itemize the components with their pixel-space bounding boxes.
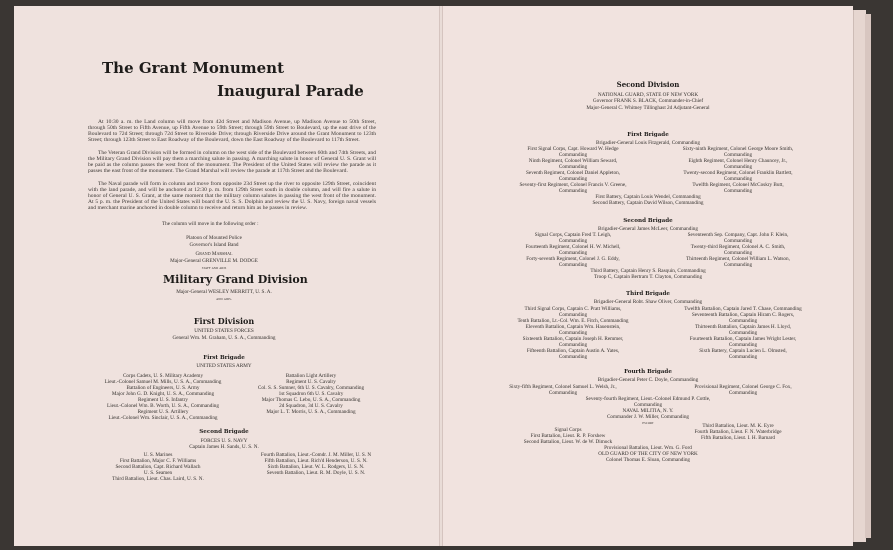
- b1-left-item: Commanding: [558, 164, 588, 170]
- b3-right-item: Seventeenth Battalion, Captain Hiram C. Rogers,: [691, 312, 795, 318]
- b2-right-item: Commanding: [723, 250, 753, 256]
- fb-right-item: Major Thomas C. Lebo, U. S. A., Commanding: [261, 397, 361, 403]
- b1-right-item: Twelfth Regiment, Colonel McCoskry Butt,: [692, 182, 784, 188]
- sb-right-item: Fifth Battalion, Lieut. Rich'd Henderson, U. S. N.: [264, 458, 368, 464]
- b3-right-item: Sixth Battery, Captain Lucien L. Olmsted,: [699, 348, 787, 354]
- naval-militia-title: NAVAL MILITIA, N. Y.: [622, 408, 674, 414]
- b3-left-item: Commanding: [558, 342, 588, 348]
- fb-left-item: Lieut.-Colonel Wm. Sinclair, U. S. A., Commanding: [108, 415, 218, 421]
- b1-left-item: Seventy-first Regiment, Colonel Francis V. Greene,: [519, 182, 627, 188]
- fb-right-item: Major L. T. Morris, U. S. A., Commanding: [266, 409, 356, 415]
- b1-title: First Brigade: [627, 132, 669, 138]
- b3-right-item: Commanding: [728, 318, 758, 324]
- military-division-title: Military Grand Division: [163, 273, 308, 286]
- second-brigade-title: Second Brigade: [199, 429, 249, 435]
- fb-left-item: Regiment U. S. Infantry: [138, 397, 188, 403]
- first-brigade-sub: UNITED STATES ARMY: [196, 363, 252, 369]
- title-line-1: The Grant Monument: [102, 59, 284, 77]
- sb-left-item: Second Battalion, Capt. Richard Wallach: [115, 464, 201, 470]
- b4-right-item: Commanding: [728, 390, 758, 396]
- b1-commander: Brigadier-General Louis Fitzgerald, Commanding: [596, 140, 700, 146]
- second-division-title: Second Division: [616, 80, 680, 89]
- marshal-label: Grand Marshal: [195, 251, 233, 257]
- b3-right-item: Twelfth Battalion, Captain Jared T. Chase, Commanding: [684, 306, 802, 312]
- b2-right-item: Commanding: [723, 238, 753, 244]
- nm-left-item: Second Battalion, Lieut. W. de W. Dimock: [523, 439, 613, 445]
- b3-left-item: Fifteenth Battalion, Captain Austin A. Yates,: [526, 348, 620, 354]
- fb-left-item: Lieut.-Colonel Wm. B. Worth, U. S. A., Commanding: [107, 403, 219, 409]
- first-division-commander: General Wm. M. Graham, U. S. A., Commanding: [172, 335, 276, 341]
- fb-left-item: Regiment U. S. Artillery: [137, 409, 189, 415]
- order-intro: The column will move in the following order :: [162, 221, 259, 227]
- b3-title: Third Brigade: [626, 291, 670, 297]
- b2-right-item: Commanding: [723, 262, 753, 268]
- nm-right-item: Third Battalion, Lieut. M. K. Eyre: [702, 423, 774, 429]
- second-division-governor: Governor FRANK S. BLACK, Commander-in-Chief: [592, 98, 704, 104]
- left-page: [14, 6, 439, 546]
- right-page: [443, 6, 853, 546]
- first-division-title: First Division: [193, 316, 255, 326]
- nm-right-item: Fifth Battalion, Lieut. I. H. Barnard: [701, 435, 775, 441]
- b1-left-item: Commanding: [558, 176, 588, 182]
- naval-militia-commander: Commander J. W. Miller, Commanding: [606, 414, 690, 420]
- b4-line-2: Commanding: [633, 402, 663, 408]
- b3-right-item: Commanding: [728, 342, 758, 348]
- marshal-name: Major-General GRENVILLE M. DODGE: [170, 258, 258, 264]
- nm-left-item: First Battalion, Lieut. R. P. Forshew: [530, 433, 606, 439]
- nm-right-item: Fourth Battalion, Lieut. F. N. Waterbridge: [694, 429, 782, 435]
- nm-left-item: Signal Corps: [554, 427, 582, 433]
- sb-left-item: U. S. Marines: [143, 452, 173, 458]
- b2-title: Second Brigade: [623, 218, 673, 224]
- b3-commander: Brigadier-General Robt. Shaw Oliver, Commanding: [593, 299, 703, 305]
- b2-left-item: Forty-seventh Regiment, Colonel J. G. Eddy,: [526, 256, 620, 262]
- military-aids: and aids.: [216, 296, 232, 301]
- fb-left-item: Major John G. D. Knight, U. S. A., Commanding: [111, 391, 215, 397]
- b4-line-1: Seventy-fourth Regiment, Lieut.-Colonel Edmund P. Cottle,: [585, 396, 711, 402]
- first-brigade-title: First Brigade: [203, 355, 245, 361]
- fb-right-item: 2d Squadron, 3d U. S. Cavalry: [279, 403, 343, 409]
- b3-right-item: Commanding: [728, 354, 758, 360]
- b3-left-item: Sixteenth Battalion, Captain Joseph H. Remmer,: [522, 336, 624, 342]
- b3-right-item: Thirteenth Battalion, Captain James H. Lloyd,: [695, 324, 791, 330]
- b2-battery-1: Third Battery, Captain Henry S. Rasquin, Commanding: [590, 268, 706, 274]
- b2-right-item: Thirteenth Regiment, Colonel William L. Watson,: [686, 256, 790, 262]
- b1-left-item: Commanding: [558, 188, 588, 194]
- b2-right-item: Twenty-third Regiment, Colonel A. C. Smith,: [690, 244, 786, 250]
- intro-paragraph-1: At 10:30 a. m. the Land column will move from 42d Street and Madison Avenue, up Madison Avenue to 50th Street, through 50th Street to Fifth Avenue, up Fifth Avenue to 59th Street; through 59th Street to Boulevard, up the east drive of the Boulevard to 72d Street; through 72d Street to Riverside Drive; through Riverside Drive around the Grant Monument to 123th Street; through 123th Street to East Roadway of the Boulevard, down the East Roadway of the Boulevard to 117th Street.: [88, 119, 376, 144]
- old-guard-title: OLD GUARD OF THE CITY OF NEW YORK: [598, 451, 698, 457]
- marshal-staff: staff and aids: [201, 265, 227, 270]
- b1-right-item: Commanding: [723, 188, 753, 194]
- b1-right-item: Commanding: [723, 176, 753, 182]
- b3-left-item: Third Signal Corps, Captain C. Pratt Williams,: [524, 306, 622, 312]
- b4-commander: Brigadier-General Peter C. Doyle, Commanding: [597, 377, 699, 383]
- sb-right-item: Fourth Battalion, Lieut.-Comdr. J. M. Miller, U. S. N: [260, 452, 372, 458]
- b3-right-item: Commanding: [728, 330, 758, 336]
- b2-right-item: Seventeenth Sep. Company, Capt. John F. Klein,: [687, 232, 789, 238]
- b4-right-item: Provisional Regiment, Colonel George C. Fox,: [694, 384, 792, 390]
- sb-left-item: First Battalion, Major C. F. Williams: [119, 458, 197, 464]
- b1-left-item: First Signal Corps, Capt. Howard W. Hedge: [527, 146, 619, 152]
- b3-left-item: Tenth Battalion, Lt.-Col. Wm. E. Fitch, Commanding: [517, 318, 629, 324]
- b3-left-item: Commanding: [558, 312, 588, 318]
- b2-left-item: Commanding: [558, 262, 588, 268]
- b2-left-item: Commanding: [558, 250, 588, 256]
- b1-right-item: Sixty-ninth Regiment, Colonel George Moore Smith,: [682, 146, 794, 152]
- sb-left-item: Third Battalion, Lieut. Chas. Laird, U. S. N.: [112, 476, 204, 482]
- b3-right-item: Fourteenth Battalion, Captain James Wright Lester,: [689, 336, 797, 342]
- fb-right-item: 1st Squadron 6th U. S. Cavalry: [278, 391, 344, 397]
- b1-right-item: Commanding: [723, 152, 753, 158]
- b4-left-item: Commanding: [548, 390, 578, 396]
- b1-battery-2: Second Battery, Captain David Wilson, Commanding: [592, 200, 704, 206]
- b3-left-item: Eleventh Battalion, Captain Wm. Hauenstein,: [525, 324, 621, 330]
- order-band: Governor's Island Band: [189, 242, 239, 248]
- second-brigade-commander: Captain James H. Sands, U. S. N.: [189, 444, 259, 450]
- b1-battery-1: First Battery, Captain Louis Wendel, Commanding: [595, 194, 701, 200]
- fb-right-item: Regiment U. S. Cavalry: [286, 379, 336, 385]
- b1-left-item: Ninth Regiment, Colonel William Seward,: [528, 158, 618, 164]
- second-division-adjutant: Major-General C. Whitney Tillinghast 2d Adjutant-General: [586, 105, 710, 111]
- b2-left-item: Commanding: [558, 238, 588, 244]
- title-line-2: Inaugural Parade: [217, 82, 364, 100]
- b3-left-item: Commanding: [558, 330, 588, 336]
- naval-militia-escort: escort: [642, 420, 654, 425]
- old-guard-commander: Colonel Thomas E. Sloan, Commanding: [605, 457, 691, 463]
- fb-left-item: Corps Cadets, U. S. Military Academy: [122, 373, 204, 379]
- fb-left-item: Lieut.-Colonel Samuel M. Mills, U. S. A., Commanding: [104, 379, 222, 385]
- second-division-sub: NATIONAL GUARD, STATE OF NEW YORK: [597, 92, 699, 98]
- b4-title: Fourth Brigade: [624, 369, 672, 375]
- sb-right-item: Sixth Battalion, Lieut. W. L. Rodgers, U. S. N.: [267, 464, 365, 470]
- sb-right-item: Seventh Battalion, Lieut. R. M. Doyle, U. S. N.: [266, 470, 366, 476]
- first-division-sub: UNITED STATES FORCES: [194, 328, 254, 334]
- b1-left-item: Commanding: [558, 152, 588, 158]
- military-commander: Major-General WESLEY MERRITT, U. S. A.: [176, 289, 272, 295]
- fb-right-item: Battalion Light Artillery: [285, 373, 337, 379]
- b1-right-item: Commanding: [723, 164, 753, 170]
- b2-left-item: Signal Corps, Captain Fred T. Leigh,: [534, 232, 612, 238]
- b4-left-item: Sixty-fifth Regiment, Colonel Samuel L. Welsh, Jr.,: [509, 384, 617, 390]
- b2-left-item: Fourteenth Regiment, Colonel H. W. Michell,: [525, 244, 621, 250]
- b1-right-item: Eighth Regiment, Colonel Henry Chauncey, Jr.,: [688, 158, 788, 164]
- intro-paragraph-2: The Veteran Grand Division will be formed in column on the west side of the Boulevard between 60th and 74th Streets, and the Military Grand Division will pay them a marching salute in passing. A marching salute in honor of General U. S. Grant will be paid as the column passes the west front of the monument. The President of the United States will review the parade as it passes the east front of the monument. The Grand Marshal will review the parade at 117th Street and the Boulevard.: [88, 150, 376, 175]
- intro-paragraph-3: The Naval parade will form in column and move from opposite 23d Street up the river to opposite 129th Street, coincident with the land parade, and will be anchored at 12:30 p. m. from 129th Street south in double column, and will fire a salute in honor of General U. S. Grant, at the same moment that the military column salutes in passing the west front of the monument. At 5 p. m. the President of the United States will board the U. S. S. Dolphin and review the U. S. Navy, foreign naval vessels and merchant marine anchored in double column to receive and return him as he passes in review.: [88, 181, 376, 212]
- b1-right-item: Twenty-second Regiment, Colonel Franklin Bartlett,: [683, 170, 793, 176]
- fb-left-item: Battalion of Engineers, U. S. Army: [126, 385, 200, 391]
- b2-troop: Troop C, Captain Bertram T. Clayton, Commanding: [593, 274, 703, 280]
- nm-provisional: Provisional Battalion, Lieut. Wm. G. Ford: [604, 445, 692, 451]
- fb-right-item: Col. S. S. Sumner, 6th U. S. Cavalry, Commanding: [257, 385, 365, 391]
- b3-left-item: Commanding: [558, 354, 588, 360]
- b2-commander: Brigadier-General James McLeer, Commanding: [598, 226, 698, 232]
- order-police: Platoon of Mounted Police: [186, 235, 242, 241]
- b1-left-item: Seventh Regiment, Colonel Daniel Appleton,: [526, 170, 620, 176]
- page-edge-shadow: [865, 14, 871, 538]
- second-brigade-sub: FORCES U. S. NAVY: [200, 438, 248, 444]
- sb-left-item: U. S. Seamen: [143, 470, 173, 476]
